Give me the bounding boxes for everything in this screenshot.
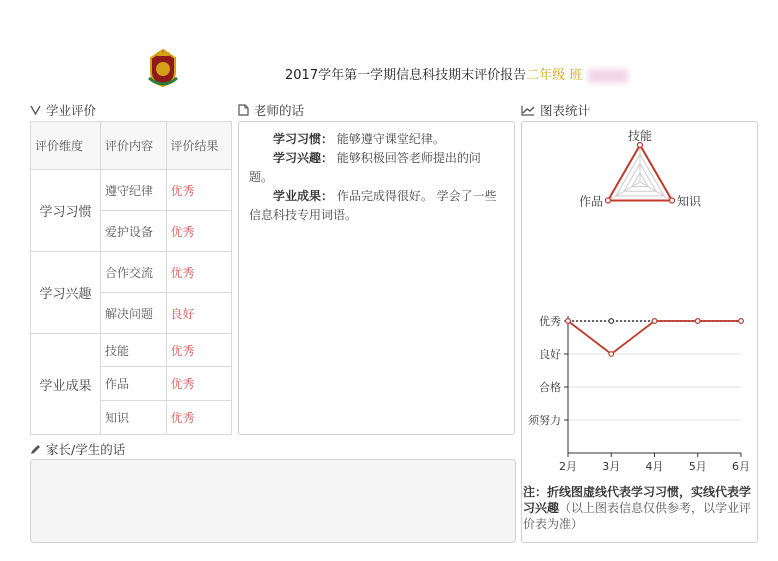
section-eval-label: 学业评价 xyxy=(46,103,97,118)
line-point xyxy=(695,319,700,324)
parent-comment-area[interactable] xyxy=(30,459,516,543)
comment-text: 能够遵守课堂纪律。 xyxy=(336,132,445,146)
result-cell: 优秀 xyxy=(166,334,231,367)
radar-point xyxy=(605,198,610,203)
result-cell: 优秀 xyxy=(166,170,231,211)
comment-label: 学习兴趣： xyxy=(273,151,334,165)
x-tick-label: 4月 xyxy=(645,460,664,473)
content-cell: 爱护设备 xyxy=(101,211,166,252)
radar-label: 知识 xyxy=(677,194,702,209)
result-cell: 优秀 xyxy=(166,211,231,252)
x-tick-label: 5月 xyxy=(688,460,707,473)
line-chart-icon xyxy=(521,105,535,116)
teacher-comment-interest xyxy=(249,149,504,187)
section-teacher-label: 老师的话 xyxy=(254,103,305,118)
y-tick-label: 合格 xyxy=(539,381,561,394)
y-tick-label: 良好 xyxy=(539,348,561,361)
report-class: 二年级 班 xyxy=(526,68,583,83)
x-tick-label: 6月 xyxy=(732,460,750,473)
chart-note-rest: （以上图表信息仅供参考，以学业评价表为准） xyxy=(523,501,752,531)
charts-svg xyxy=(521,121,758,483)
result-cell: 优秀 xyxy=(166,401,231,435)
line-point xyxy=(609,352,614,357)
comment-label: 学习习惯： xyxy=(273,132,334,146)
teacher-comment-result xyxy=(249,187,504,225)
section-chart-title xyxy=(521,101,590,119)
section-eval-title xyxy=(30,101,96,119)
dimension-cell: 学习兴趣 xyxy=(31,252,101,334)
chart-note-bold: 注：折线图虚线代表学习习惯，实线代表学习兴趣 xyxy=(523,485,752,515)
table-header-row xyxy=(31,122,232,170)
evaluation-table xyxy=(30,121,232,435)
comment-text: 能够积极回答老师提出的问题。 xyxy=(249,151,481,184)
table-row xyxy=(31,334,232,367)
section-parent-label: 家长/学生的话 xyxy=(46,442,126,457)
comment-label: 学业成果： xyxy=(273,189,334,203)
bookmark-icon xyxy=(30,105,41,116)
y-tick-label: 须努力 xyxy=(528,414,561,427)
content-cell: 遵守纪律 xyxy=(101,170,166,211)
radar-point xyxy=(638,143,643,148)
report-title xyxy=(285,64,628,83)
line-point xyxy=(652,319,657,324)
radar-label: 作品 xyxy=(578,194,603,209)
section-teacher-title xyxy=(238,101,304,119)
content-cell: 知识 xyxy=(101,401,166,435)
school-logo xyxy=(145,48,181,88)
section-parent-title xyxy=(30,440,125,458)
line-point xyxy=(609,319,614,324)
result-cell: 优秀 xyxy=(166,252,231,293)
radar-label: 技能 xyxy=(627,129,653,143)
table-header-cell: 评价内容 xyxy=(101,122,166,170)
dimension-cell: 学习习惯 xyxy=(31,170,101,252)
teacher-comment-panel xyxy=(238,121,515,435)
content-cell: 合作交流 xyxy=(101,252,166,293)
document-icon xyxy=(238,104,249,116)
x-tick-label: 3月 xyxy=(602,460,621,473)
result-cell: 优秀 xyxy=(166,367,231,401)
table-header-cell: 评价结果 xyxy=(166,122,231,170)
report-title-main: 2017学年第一学期信息科技期末评价报告 xyxy=(285,68,527,83)
interest-series-line xyxy=(568,321,741,354)
content-cell: 技能 xyxy=(101,334,166,367)
table-header-cell: 评价维度 xyxy=(31,122,101,170)
x-tick-label: 2月 xyxy=(559,460,577,473)
y-tick-label: 优秀 xyxy=(539,315,561,328)
dimension-cell: 学业成果 xyxy=(31,334,101,435)
teacher-comment-habit xyxy=(249,130,504,149)
line-point xyxy=(739,319,744,324)
content-cell: 解决问题 xyxy=(101,293,166,334)
section-chart-label: 图表统计 xyxy=(540,103,591,118)
chart-note xyxy=(523,484,756,532)
pencil-icon xyxy=(30,444,41,455)
radar-point xyxy=(670,198,675,203)
result-cell: 良好 xyxy=(166,293,231,334)
table-row xyxy=(31,252,232,293)
line-point xyxy=(566,319,571,324)
table-row xyxy=(31,170,232,211)
comment-text: 作品完成得很好。 学会了一些信息科技专用词语。 xyxy=(249,189,497,222)
content-cell: 作品 xyxy=(101,367,166,401)
redacted-name xyxy=(588,69,628,83)
